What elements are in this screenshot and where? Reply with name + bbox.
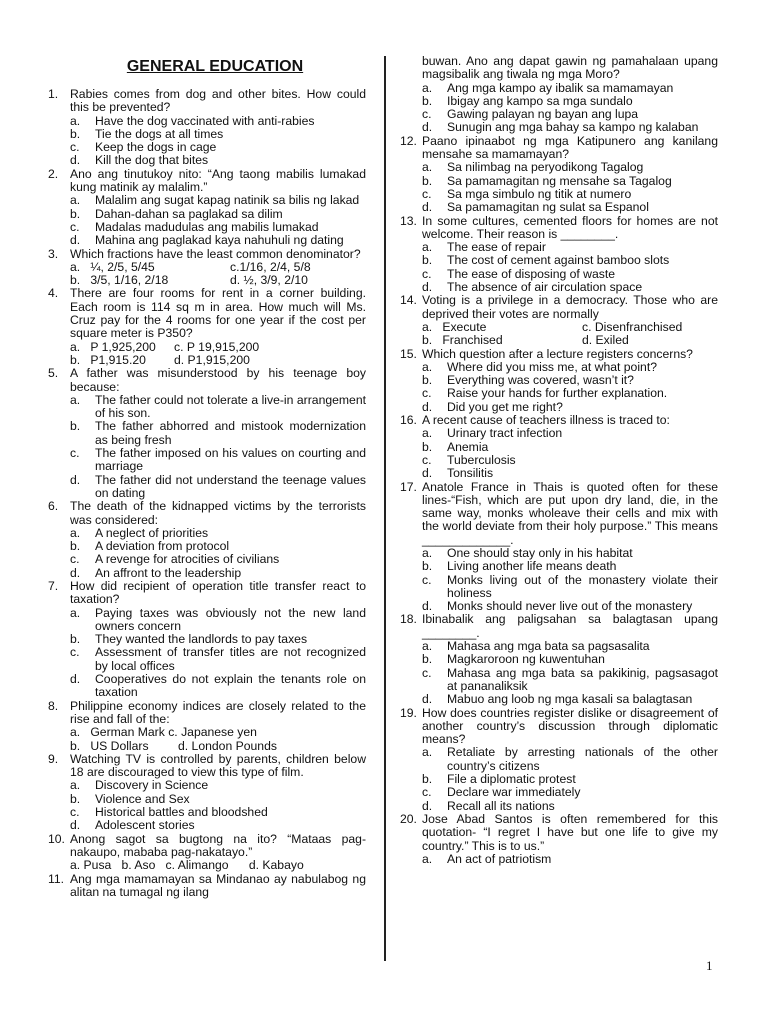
choice-b: b. Living another life means death: [422, 559, 617, 574]
question-text: The death of the kidnapped victims by the terrorists was considered:: [70, 499, 366, 527]
choice-row: b. P1,915.20 d. P1,915,200: [70, 352, 250, 367]
question-11: [48, 873, 366, 900]
choice-b: b. Violence and Sex: [70, 791, 190, 806]
choice-b: b. The cost of cement against bamboo slots: [422, 253, 670, 268]
question-text: Ano ang tinutukoy nito: “Ang taong mabilis lumakad kung matinik ay malalim.”: [70, 166, 366, 195]
question-text: Philippine economy indices are closely related to the rise and fall of the:: [70, 698, 366, 726]
choice-d: d. Mabuo ang loob ng mga kasali sa balagtasan: [422, 692, 693, 707]
question-text: Watching TV is controlled by parents, children below 18 are discouraged to view this type of film.: [70, 751, 366, 780]
choice-a: a. Retaliate by arresting nationals of the other country’s citizens: [422, 745, 718, 773]
choice-a: a. Ang mga kampo ay ibalik sa mamamayan: [422, 80, 674, 95]
right-column: [400, 55, 718, 866]
choice-b: b. Tie the dogs at all times: [70, 126, 224, 141]
question-number: 6.: [48, 499, 59, 514]
question-text-continued: buwan. Ano ang dapat gawin ng pamahalaan upang magsibalik ang tiwala ng mga Moro?: [422, 54, 718, 82]
choice-a: a. An act of patriotism: [422, 851, 552, 866]
question-text: A recent cause of teachers illness is traced to:: [422, 413, 670, 428]
question-9: [48, 753, 366, 833]
choice-c: c. Assessment of transfer titles are not recognized by local offices: [70, 645, 366, 673]
choice-c: c. The father imposed on his values on courting and marriage: [70, 446, 366, 474]
choice-row: a. Pusa b. Aso c. Alimango d. Kabayo: [70, 858, 304, 873]
question-text: How does countries register dislike or disagreement of another country’s discussion through diplomatic means?: [422, 705, 718, 747]
choice-c: c. Madalas madudulas ang mabilis lumakad: [70, 219, 319, 234]
question-text: Ang mga mamamayan sa Mindanao ay nabulabog ng alitan na tumagal ng ilang: [70, 871, 366, 899]
question-text: How did recipient of operation title transfer react to taxation?: [70, 578, 366, 607]
question-12: [400, 135, 718, 215]
question-text: Anong sagot sa bugtong na ito? “Mataas pag-nakaupo, mababa pag-nakatayo.”: [70, 831, 366, 859]
choice-b: b. They wanted the landlords to pay taxes: [70, 632, 308, 647]
choice-a: a. Where did you miss me, at what point?: [422, 359, 657, 374]
choice-a: a. The ease of repair: [422, 240, 546, 255]
question-7: [48, 580, 366, 700]
question-number: 16.: [400, 413, 417, 428]
choice-c: c. The ease of disposing of waste: [422, 266, 616, 281]
question-number: 12.: [400, 133, 417, 148]
choice-d: d. Tonsilitis: [422, 466, 494, 481]
question-number: 18.: [400, 612, 417, 627]
choice-row: a. Execute c. Disenfranchised: [422, 319, 683, 334]
choice-d: d. The father did not understand the teenage values on dating: [70, 472, 366, 500]
question-number: 10.: [48, 831, 65, 846]
choice-row: a. German Mark c. Japanese yen: [70, 725, 257, 740]
choice-b: b. Ibigay ang kampo sa mga sundalo: [422, 93, 633, 108]
question-11-continued: [400, 55, 718, 135]
choice-c: c. Raise your hands for further explanation.: [422, 386, 668, 401]
choice-c: c. Gawing palayan ng bayan ang lupa: [422, 107, 639, 122]
question-18: [400, 613, 718, 706]
choice-c: c. Monks living out of the monastery violate their holiness: [422, 572, 718, 600]
choice-d: d. Sunugin ang mga bahay sa kampo ng kalaban: [422, 120, 699, 135]
choice-a: a. Urinary tract infection: [422, 426, 563, 441]
question-text: Ibinabalik ang paligsahan sa balagtasan upang ________.: [422, 612, 718, 640]
question-text: Rabies comes from dog and other bites. How could this be prevented?: [70, 87, 366, 115]
choice-b: b. Sa pamamagitan ng mensahe sa Tagalog: [422, 173, 672, 188]
choice-row: a. P 1,925,200 c. P 19,915,200: [70, 339, 260, 354]
question-number: 9.: [48, 751, 59, 766]
question-number: 20.: [400, 811, 417, 826]
choice-a: a. Malalim ang sugat kapag natinik sa bilis ng lakad: [70, 193, 360, 208]
page-title: GENERAL EDUCATION: [126, 58, 304, 75]
question-number: 4.: [48, 286, 59, 301]
question-number: 3.: [48, 246, 59, 261]
choice-row: b. Franchised d. Exiled: [422, 333, 629, 348]
question-number: 13.: [400, 213, 417, 228]
choice-d: d. Did you get me right?: [422, 399, 563, 414]
question-20: [400, 813, 718, 866]
choice-d: d. Recall all its nations: [422, 798, 555, 813]
choice-b: b. File a diplomatic protest: [422, 772, 576, 787]
question-text: Jose Abad Santos is often remembered for this quotation- “I regret I have but one life to give my country.” This is to us.”: [422, 811, 718, 853]
choice-a: a. One should stay only in his habitat: [422, 545, 633, 560]
question-text: In some cultures, cemented floors for homes are not welcome. Their reason is ________.: [422, 213, 718, 241]
question-number: 14.: [400, 293, 417, 308]
choice-d: d. Adolescent stories: [70, 818, 195, 833]
choice-b: b. The father abhorred and mistook modernization as being fresh: [70, 419, 366, 447]
question-text: Anatole France in Thais is quoted often for these lines-“Fish, which are put upon dry land, die, in the same way, monks wholeave their cells and mix with the world deviate from their holy purpose.” This means _____________.: [422, 479, 718, 547]
question-number: 5.: [48, 366, 59, 381]
question-text: Paano ipinaabot ng mga Katipunero ang kanilang mensahe sa mamamayan?: [422, 133, 718, 162]
question-number: 8.: [48, 698, 59, 713]
choice-c: c. Historical battles and bloodshed: [70, 805, 268, 820]
choice-b: b. Dahan-dahan sa paglakad sa dilim: [70, 206, 283, 221]
choice-a: a. Mahasa ang mga bata sa pagsasalita: [422, 639, 650, 654]
choice-a: a. Paying taxes was obviously not the new land owners concern: [70, 605, 366, 633]
question-4: [48, 287, 366, 367]
choice-b: b. A deviation from protocol: [70, 539, 230, 554]
question-2: [48, 168, 366, 248]
choice-row: b. 3/5, 1/16, 2/18 d. ½, 3/9, 2/10: [70, 273, 308, 288]
choice-row: b. US Dollars d. London Pounds: [70, 738, 277, 753]
question-6: [48, 500, 366, 580]
question-10: [48, 833, 366, 873]
question-text: Voting is a privilege in a democracy. Those who are deprived their votes are normally: [422, 293, 718, 321]
question-number: 2.: [48, 166, 59, 181]
question-13: [400, 215, 718, 295]
question-1: [48, 88, 366, 168]
choice-d: d. An affront to the leadership: [70, 565, 242, 580]
choice-c: c. Keep the dogs in cage: [70, 140, 217, 155]
choice-d: d. The absence of air circulation space: [422, 280, 643, 295]
question-number: 17.: [400, 479, 417, 494]
question-number: 19.: [400, 705, 417, 720]
question-3: [48, 248, 366, 288]
column-divider: [384, 56, 386, 961]
question-17: [400, 481, 718, 614]
choice-b: b. Anemia: [422, 439, 489, 454]
choice-a: a. A neglect of priorities: [70, 525, 209, 540]
choice-row: a. ¼, 2/5, 5/45 c.1/16, 2/4, 5/8: [70, 259, 311, 274]
question-text: Which fractions have the least common denominator?: [70, 246, 361, 261]
choice-c: c. Sa mga simbulo ng titik at numero: [422, 186, 632, 201]
question-19: [400, 707, 718, 813]
choice-c: c. Mahasa ang mga bata sa pakikinig, pagsasagot at pananaliksik: [422, 665, 718, 693]
choice-a: a. Discovery in Science: [70, 778, 209, 793]
question-text: There are four rooms for rent in a corner building. Each room is 114 sq m in area. How much will Ms. Cruz pay for the 4 rooms for one year if the cost per square meter is P350?: [70, 286, 366, 341]
question-number: 15.: [400, 346, 417, 361]
question-8: [48, 700, 366, 753]
page-number: 1: [706, 958, 713, 973]
choice-d: d. Kill the dog that bites: [70, 153, 209, 168]
choice-b: b. Magkaroroon ng kuwentuhan: [422, 652, 605, 667]
question-15: [400, 348, 718, 414]
question-text: A father was misunderstood by his teenage boy because:: [70, 366, 366, 394]
question-number: 1.: [48, 87, 59, 101]
choice-c: c. Declare war immediately: [422, 785, 581, 800]
question-number: 11.: [48, 871, 65, 886]
choice-a: a. The father could not tolerate a live-in arrangement of his son.: [70, 392, 366, 421]
question-14: [400, 294, 718, 347]
choice-d: d. Mahina ang paglakad kaya nahuhuli ng dating: [70, 233, 344, 248]
choice-b: b. Everything was covered, wasn’t it?: [422, 373, 634, 388]
choice-a: a. Sa nilimbag na peryodikong Tagalog: [422, 160, 644, 175]
choice-a: a. Have the dog vaccinated with anti-rabies: [70, 113, 315, 128]
choice-c: c. A revenge for atrocities of civilians: [70, 552, 280, 567]
question-16: [400, 414, 718, 480]
question-text: Which question after a lecture registers concerns?: [422, 346, 693, 361]
question-number: 7.: [48, 578, 59, 593]
choice-d: d. Sa pamamagitan ng sulat sa Espanol: [422, 200, 649, 215]
choice-d: d. Cooperatives do not explain the tenants role on taxation: [70, 672, 366, 700]
choice-d: d. Monks should never live out of the monastery: [422, 599, 693, 614]
question-5: [48, 367, 366, 500]
choice-c: c. Tuberculosis: [422, 452, 516, 467]
left-column: [48, 88, 366, 899]
